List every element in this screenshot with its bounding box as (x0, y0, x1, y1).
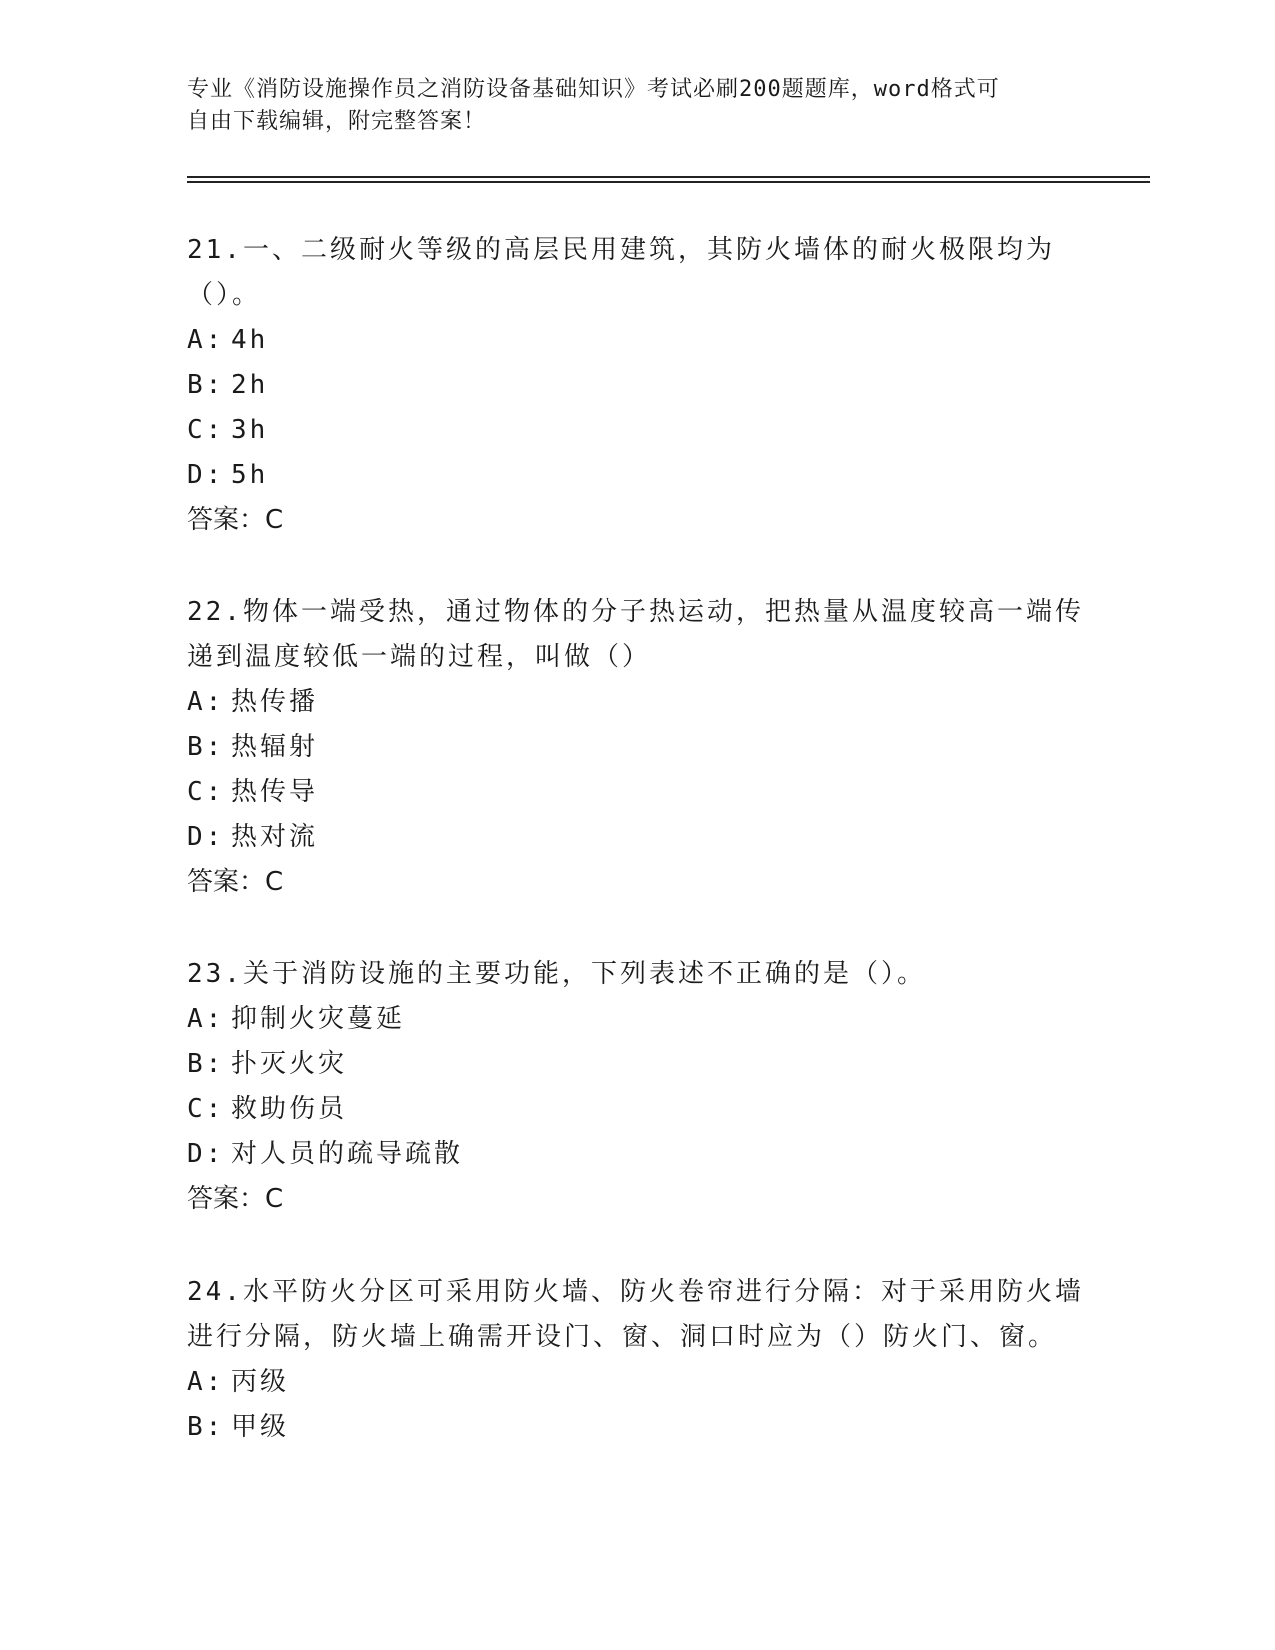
option-key: A: (187, 687, 225, 717)
question-stem: 23.关于消防设施的主要功能，下列表述不正确的是（）。 (187, 959, 926, 989)
answer-line: 答案：C (187, 1184, 284, 1214)
header-divider-top (187, 176, 1150, 178)
option-d (187, 815, 1087, 860)
option-key: B: (187, 370, 225, 400)
option-key: D: (187, 822, 225, 852)
question-stem: 24.水平防火分区可采用防火墙、防火卷帘进行分隔：对于采用防火墙进行分隔，防火墙上确需开设门、窗、洞口时应为（）防火门、窗。 (187, 1277, 1084, 1352)
option-key: A: (187, 325, 225, 355)
document-header (187, 74, 1067, 138)
question-stem: 21.一、二级耐火等级的高层民用建筑，其防火墙体的耐火极限均为（）。 (187, 235, 1055, 310)
option-b (187, 1405, 1087, 1450)
header-divider-bottom (187, 181, 1150, 183)
option-text: 3h (231, 415, 269, 445)
option-key: B: (187, 1412, 225, 1442)
option-a (187, 680, 1087, 725)
option-text: 4h (231, 325, 269, 355)
answer-line: 答案：C (187, 867, 284, 897)
option-key: A: (187, 1004, 225, 1034)
question-22 (187, 590, 1087, 905)
option-text: 热对流 (231, 822, 319, 852)
option-key: A: (187, 1367, 225, 1397)
question-stem: 22.物体一端受热，通过物体的分子热运动，把热量从温度较高一端传递到温度较低一端的过程，叫做（） (187, 597, 1084, 672)
option-key: C: (187, 415, 225, 445)
option-text: 丙级 (231, 1367, 290, 1397)
option-c (187, 408, 1087, 453)
option-text: 救助伤员 (231, 1094, 348, 1124)
option-d (187, 1132, 1087, 1177)
option-key: C: (187, 777, 225, 807)
option-text: 5h (231, 460, 269, 490)
question-23 (187, 952, 1087, 1222)
option-b (187, 363, 1087, 408)
option-text: 对人员的疏导疏散 (231, 1139, 464, 1169)
option-b (187, 725, 1087, 770)
option-key: B: (187, 732, 225, 762)
question-21 (187, 228, 1087, 543)
option-key: D: (187, 1139, 225, 1169)
option-text: 甲级 (231, 1412, 290, 1442)
option-c (187, 770, 1087, 815)
option-key: B: (187, 1049, 225, 1079)
option-b (187, 1042, 1087, 1087)
option-c (187, 1087, 1087, 1132)
question-24 (187, 1270, 1087, 1450)
option-text: 扑灭火灾 (231, 1049, 348, 1079)
option-a (187, 1360, 1087, 1405)
option-text: 热传播 (231, 687, 319, 717)
option-text: 热辐射 (231, 732, 319, 762)
option-key: C: (187, 1094, 225, 1124)
header-line-2: 自由下载编辑，附完整答案！ (187, 109, 487, 134)
option-text: 抑制火灾蔓延 (231, 1004, 406, 1034)
option-text: 热传导 (231, 777, 319, 807)
option-text: 2h (231, 370, 269, 400)
answer-line: 答案：C (187, 505, 284, 535)
option-d (187, 453, 1087, 498)
header-line-1: 专业《消防设施操作员之消防设备基础知识》考试必刷200题题库，word格式可 (187, 77, 1000, 102)
option-key: D: (187, 460, 225, 490)
option-a (187, 997, 1087, 1042)
option-a (187, 318, 1087, 363)
